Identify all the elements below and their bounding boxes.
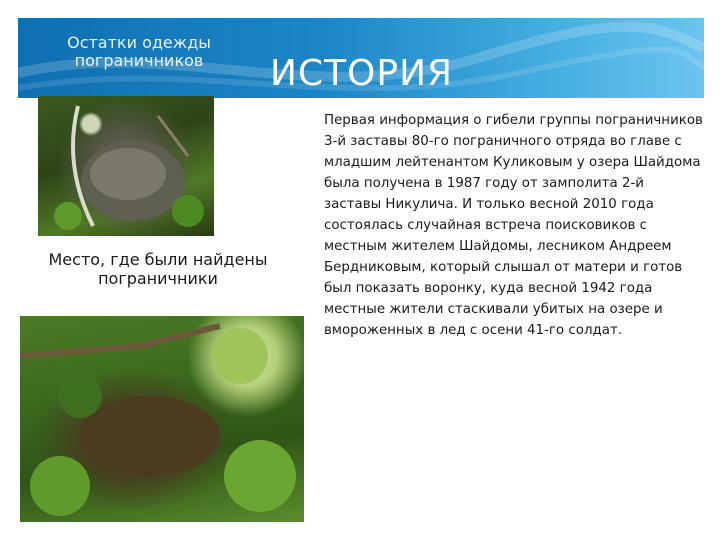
history-body-text: Первая информация о гибели группы пограничников 3-й заставы 80-го пограничного отряда во главе с младшим лейтенантом Куликовым у озера Шайдома была получена в 1987 году от замполита 2-й заставы Никулича. И только весной 2010 года состоялась случайная встреча поисковиков с местным жителем Шайдомы, лесником Андреем Бердниковым, который слышал от матери и готов был показать воронку, куда весной 1942 года местные жители стаскивали убитых на озере и вмороженных в лед с осени 41-го солдат. <box>324 113 703 338</box>
photo-caption-site: Место, где были найдены пограничники <box>48 250 268 288</box>
photo-clothing-illustration <box>38 96 214 236</box>
photo-clothing-remains <box>38 96 214 236</box>
photo-caption-clothing: Остатки одежды пограничников <box>67 33 211 70</box>
photo-burial-site <box>20 316 304 522</box>
slide <box>18 18 704 522</box>
photo-site-illustration <box>20 316 304 522</box>
slide-title: ИСТОРИЯ <box>270 53 454 94</box>
